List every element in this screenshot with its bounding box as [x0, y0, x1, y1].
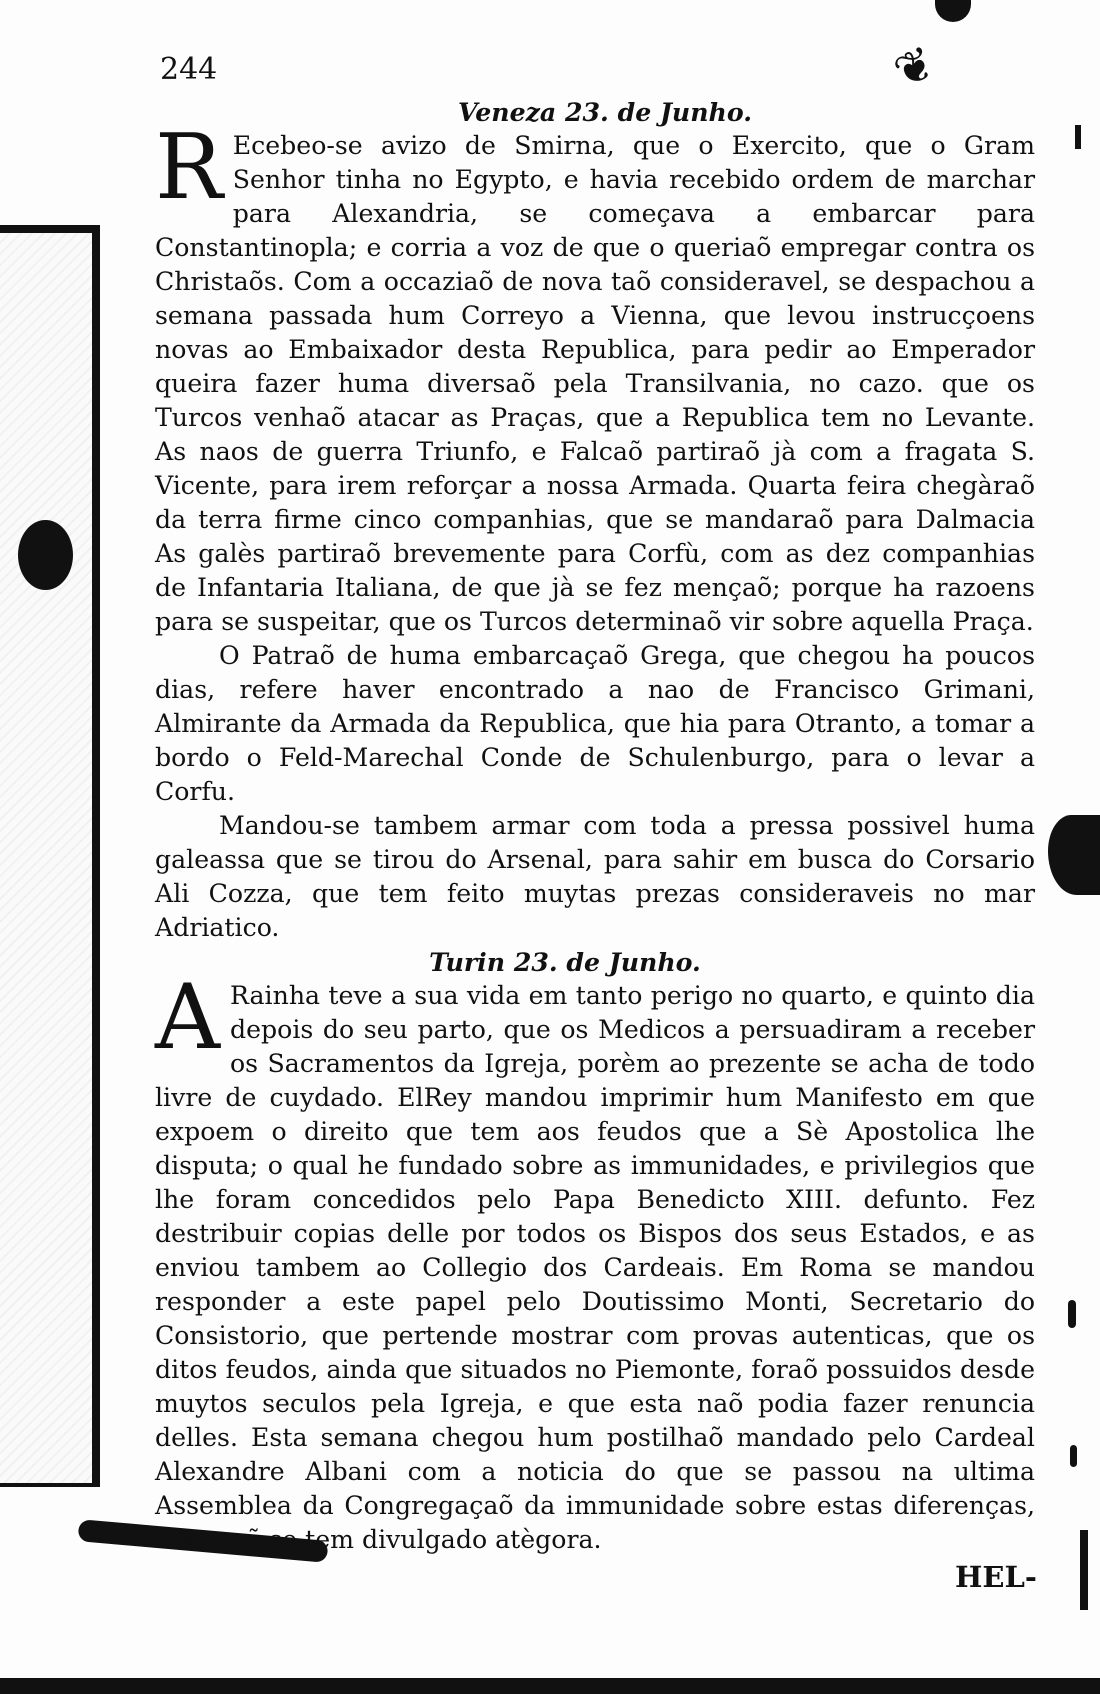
right-edge-mark	[1068, 1300, 1076, 1328]
corner-ink-blot	[935, 0, 971, 22]
paragraph-venice-3: Mandou-se tambem armar com toda a pressa possivel huma galeassa que se tirou do Arsenal, para sahir em busca do Corsario Ali Cozza, que tem feito muytas prezas consideraveis no mar Adriatico.	[155, 811, 1035, 942]
bottom-scan-edge	[0, 1678, 1100, 1694]
right-edge-mark	[1075, 125, 1081, 149]
left-ink-blot	[18, 520, 73, 590]
right-ink-blot	[1048, 815, 1100, 895]
paragraph-venice-2: O Patraõ de huma embarcaçaõ Grega, que chegou ha poucos dias, refere haver encontrado a nao de Francisco Grimani, Almirante da Armada da Republica, que hia para Otranto, a tomar a bordo o Feld-Marechal Conde de Schulenburgo, para o levar a Corfu.	[155, 641, 1035, 806]
paragraph-venice-1	[155, 115, 1035, 639]
right-edge-mark	[1080, 1530, 1088, 1610]
paragraph-turin-1	[155, 965, 1035, 1557]
paragraph-text: Rainha teve a sua vida em tanto perigo no quarto, e quinto dia depois do seu parto, que os Medicos a persuadiram a receber os Sacramentos da Igreja, porèm ao prezente se acha de todo livre de cuydado. ElRey mandou imprimir hum Manifesto em que expoem o direito que tem aos feudos que a Sè Apostolica lhe disputa; o qual he fundado sobre as immunidades, e privilegios que lhe foram concedidos pelo Papa Benedicto XIII. defunto. Fez destribuir copias delle por todos os Bispos dos seus Estados, e as enviou tambem ao Collegio dos Cardeais. Em Roma se mandou responder a este papel pelo Doutissimo Monti, Secretario do Consistorio, que pertende mostrar com provas autenticas, que os ditos feudos, ainda que situados no Piemonte, foraõ possuidos desde muytos seculos pela Igreja, e que esta naõ podia fazer renuncia delles. Esta semana chegou hum postilhaõ mandado pelo Cardeal Alexandre Albani com a noticia do que se passou na ultima Assemblea da Congregaçaõ da immunidade sobre estas diferenças, mas naõ se tem divulgado atègora.	[155, 981, 1035, 1554]
catchword: HEL-	[955, 1560, 1037, 1594]
right-edge-mark	[1070, 1445, 1077, 1467]
page-body	[155, 95, 1035, 1557]
facing-page-edge	[0, 225, 100, 1487]
page-number: 244	[160, 52, 218, 87]
dateline-turin: Turin 23. de Junho.	[429, 947, 701, 977]
paragraph-text: Ecebeo-se avizo de Smirna, que o Exercito, que o Gram Senhor tinha no Egypto, e havia recebido ordem de marchar para Alexandria, se começava a embarcar para Constantinopla; e corria a voz de que o queriaõ empregar contra os Christaõs. Com a occaziaõ de nova taõ consideravel, se despachou a semana passada hum Correyo a Vienna, que levou instrucçoens novas ao Embaixador desta Republica, para pedir ao Emperador queira fazer huma diversaõ pela Transilvania, no cazo. que os Turcos venhaõ atacar as Praças, que a Republica tem no Levante. As naos de guerra Triunfo, e Falcaõ partiraõ jà com a fragata S. Vicente, para irem reforçar a nossa Armada. Quarta feira chegàraõ da terra firme cinco companhias, que se mandaraõ para Dalmacia As galès partiraõ brevemente para Corfù, com as dez companhias de Infantaria Italiana, de que jà se fez mençaõ; porque ha razoens para se suspeitar, que os Turcos determinaõ vir sobre aquella Praça.	[155, 131, 1035, 636]
drop-cap: A	[155, 965, 220, 1070]
dateline-venice: Veneza 23. de Junho.	[458, 97, 752, 127]
drop-cap: R	[155, 115, 223, 220]
ink-flourish-mark: ❦	[885, 34, 944, 100]
